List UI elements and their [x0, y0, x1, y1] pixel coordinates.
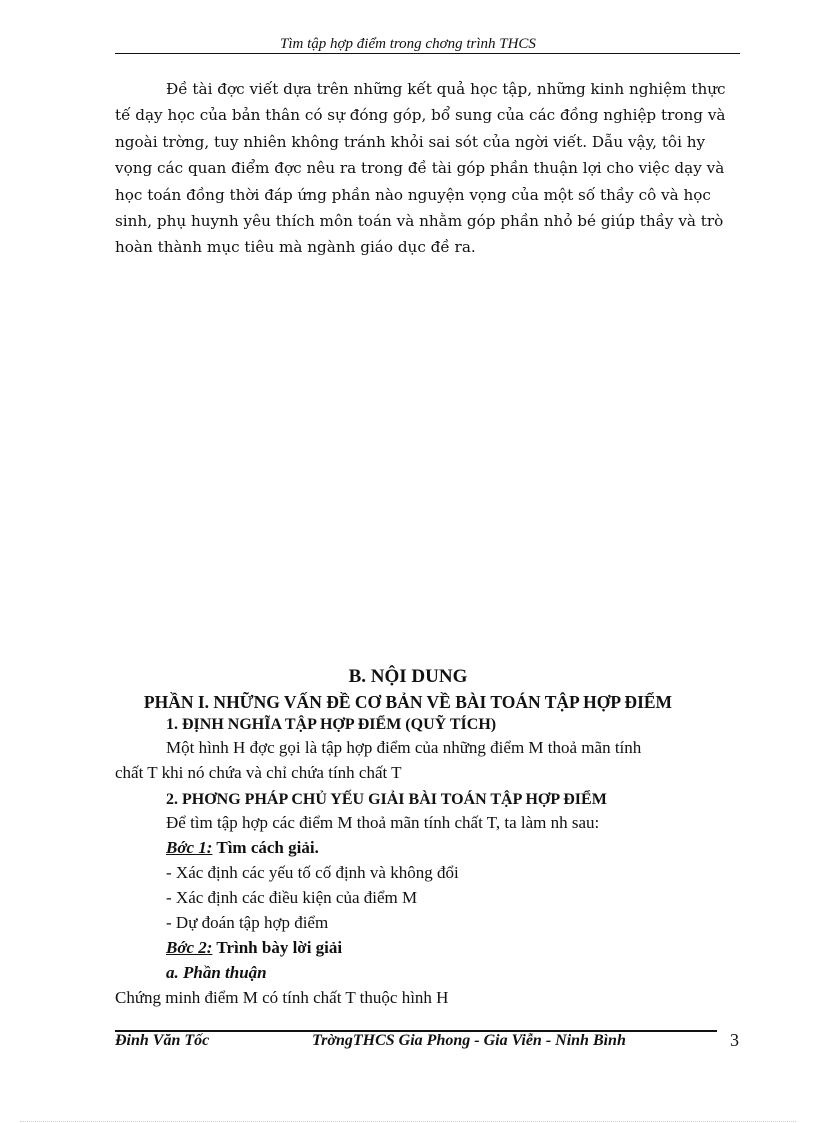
step-2-title: Trình bày lời giải [212, 938, 343, 957]
page-edge [20, 1121, 796, 1122]
section-title: B. NỘI DUNG [348, 666, 468, 687]
definition-line-2: chất T khi nó chứa và chỉ chứa tính chất T [115, 763, 402, 782]
intro-line: học toán đồng thời đáp ứng phần nào nguyện vọng của một số thầy cô và học [115, 185, 711, 204]
step-1-label: Bớc 1: [166, 838, 213, 857]
intro-paragraph [115, 76, 742, 261]
intro-line: Đề tài đợc viết dựa trên những kết quả học tập, những kinh nghiệm thực [166, 80, 726, 98]
step-1-item: - Xác định các yếu tố cố định và không đổi [166, 863, 459, 882]
step-1-heading [115, 838, 793, 858]
part-a-text: Chứng minh điểm M có tính chất T thuộc hình H [115, 988, 449, 1007]
intro-line: ngoài trờng, tuy nhiên không tránh khỏi sai sót của ngời viết. Dẫu vậy, tôi hy [115, 132, 706, 151]
footer-author: Đinh Văn Tốc [115, 1032, 210, 1049]
header-rule [115, 53, 740, 54]
running-header: Tìm tập hợp điểm trong chơng trình THCS [280, 36, 536, 52]
step-2-label: Bớc 2: [166, 938, 213, 957]
intro-line: hoàn thành mục tiêu mà ngành giáo dục đề ra. [115, 238, 476, 257]
part-a-heading: a. Phần thuận [166, 963, 267, 982]
intro-line: vọng các quan điểm đợc nêu ra trong đề tài góp phần thuận lợi cho việc dạy và [115, 159, 725, 178]
footer-school: TrờngTHCS Gia Phong - Gia Viễn - Ninh Bình [312, 1032, 626, 1049]
intro-line: sinh, phụ huynh yêu thích môn toán và nhằm góp phần nhỏ bé giúp thầy và trò [115, 211, 724, 230]
heading-definition: 1. ĐỊNH NGHĨA TẬP HỢP ĐIỂM (QUỸ TÍCH) [166, 716, 497, 733]
step-2-heading [115, 938, 793, 958]
step-1-title: Tìm cách giải. [212, 838, 319, 857]
method-intro: Để tìm tập hợp các điểm M thoả mãn tính chất T, ta làm nh sau: [166, 813, 600, 832]
step-1-item: - Xác định các điều kiện của điểm M [166, 888, 418, 907]
step-1-item: - Dự đoán tập hợp điểm [166, 913, 329, 932]
heading-method: 2. PHƠNG PHÁP CHỦ YẾU GIẢI BÀI TOÁN TẬP HỢP ĐIỂM [166, 791, 607, 808]
definition-line-1: Một hình H đợc gọi là tập hợp điểm của những điểm M thoả mãn tính [166, 738, 642, 757]
intro-line: tế dạy học của bản thân có sự đóng góp, bổ sung của các đồng nghiệp trong và [115, 106, 726, 125]
part-title: PHẦN I. NHỮNG VẤN ĐỀ CƠ BẢN VỀ BÀI TOÁN TẬP HỢP ĐIỂM [143, 692, 673, 712]
page-number: 3 [730, 1030, 739, 1050]
